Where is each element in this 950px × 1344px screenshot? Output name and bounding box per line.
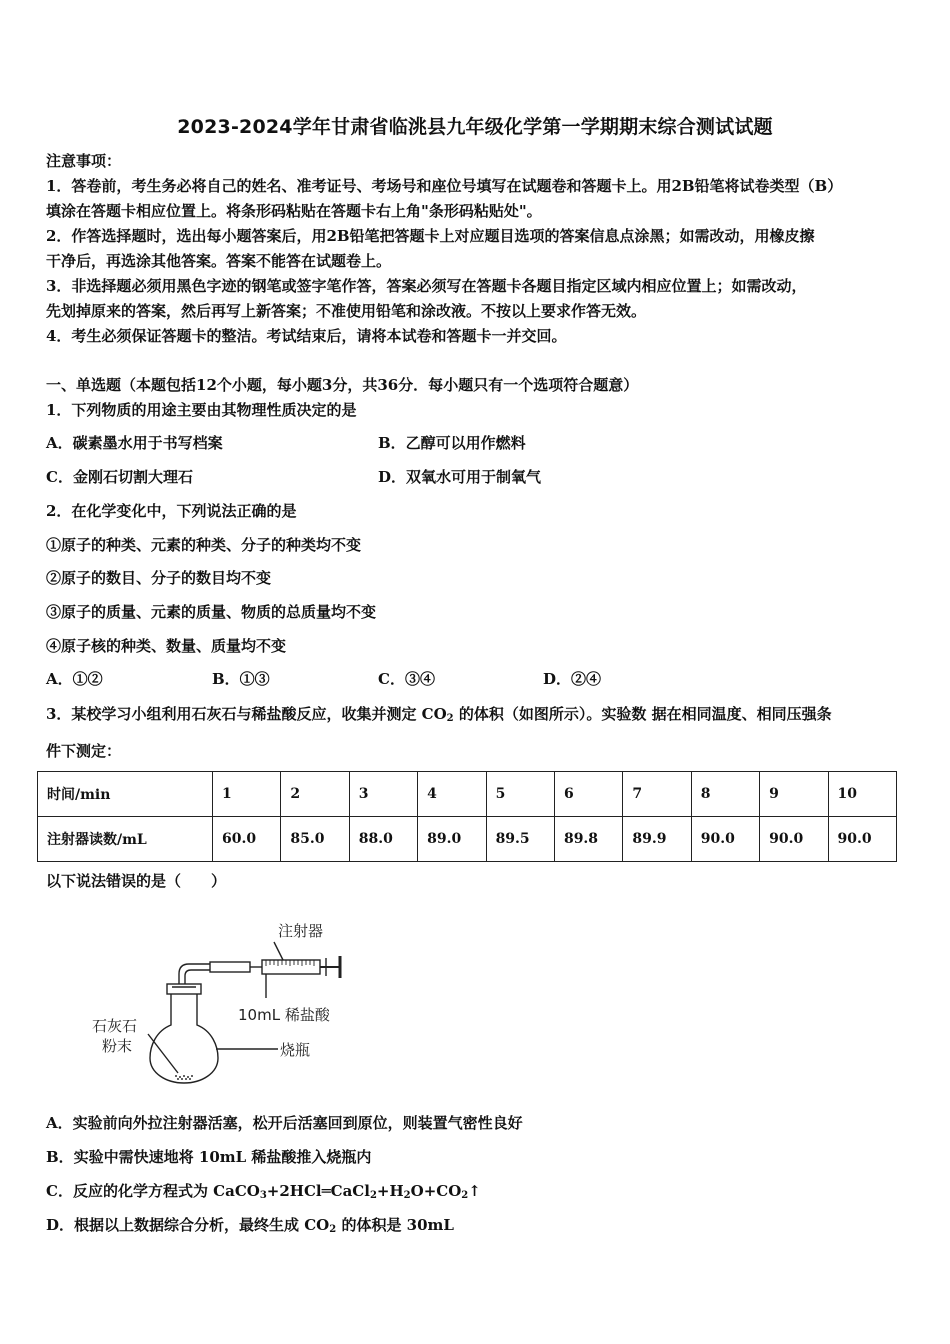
question-3-stem-line2: 件下测定：: [46, 742, 122, 760]
question-2-stem: 2．在化学变化中，下列说法正确的是: [46, 502, 297, 520]
notice-line: 先划掉原来的答案，然后再写上新答案；不准使用铅笔和涂改液。不按以上要求作答无效。: [46, 302, 647, 320]
notice-line: 2．作答选择题时，选出每小题答案后，用2B铅笔把答题卡上对应题目选项的答案信息点涂黑；如需改动，用橡皮擦: [46, 227, 815, 245]
notice-heading: 注意事项：: [46, 152, 122, 170]
limestone-label: 粉末: [102, 1037, 133, 1055]
equation-part: +2HCl═CaCl: [266, 1182, 370, 1200]
notice-line: 4．考生必须保证答题卡的整洁。考试结束后，请将本试卷和答题卡一并交回。: [46, 327, 567, 345]
q1-option-c: C．金刚石切割大理石: [46, 468, 193, 486]
question-3-prompt: 以下说法错误的是（ ）: [46, 872, 227, 890]
question-3-stem: [46, 704, 832, 724]
acid-label: 10mL 稀盐酸: [238, 1006, 330, 1024]
table-cell: 2: [281, 772, 349, 817]
table-header-cell: 时间/min: [38, 772, 213, 817]
table-cell: 6: [554, 772, 622, 817]
q2-option-c: C．③④: [378, 670, 435, 688]
q2-statement: ②原子的数目、分子的数目均不变: [46, 569, 272, 587]
up-arrow: ↑: [468, 1182, 481, 1200]
equation-part: +H: [376, 1182, 404, 1200]
table-cell: 3: [349, 772, 417, 817]
table-cell: 85.0: [281, 817, 349, 862]
question-1-stem: 1．下列物质的用途主要由其物理性质决定的是: [46, 401, 357, 419]
section-heading: 一、单选题（本题包括12个小题，每小题3分，共36分．每小题只有一个选项符合题意）: [46, 376, 639, 394]
notice-line: 干净后，再选涂其他答案。答案不能答在试题卷上。: [46, 252, 392, 270]
table-cell: 5: [486, 772, 554, 817]
subscript: 2: [461, 1190, 469, 1201]
syringe-label: 注射器: [278, 922, 324, 940]
table-cell: 89.8: [554, 817, 622, 862]
table-cell: 89.0: [418, 817, 486, 862]
option-part: 的体积是 30mL: [336, 1216, 454, 1234]
page-title: 2023-2024学年甘肃省临洮县九年级化学第一学期期末综合测试试题: [177, 116, 773, 138]
q3-option-c: [46, 1181, 481, 1201]
equation-part: C．反应的化学方程式为 CaCO: [46, 1182, 260, 1200]
subscript: 2: [329, 1224, 337, 1235]
q2-statement: ①原子的种类、元素的种类、分子的种类均不变: [46, 536, 362, 554]
subscript: 2: [446, 713, 454, 724]
q3-option-a: A．实验前向外拉注射器活塞，松开后活塞回到原位，则装置气密性良好: [46, 1114, 523, 1132]
apparatus-figure: [88, 918, 368, 1088]
table-cell: 60.0: [213, 817, 281, 862]
q3-option-b: B．实验中需快速地将 10mL 稀盐酸推入烧瓶内: [46, 1148, 372, 1166]
table-cell: 1: [213, 772, 281, 817]
table-cell: 7: [623, 772, 691, 817]
table-cell: 4: [418, 772, 486, 817]
table-cell: 90.0: [828, 817, 896, 862]
q2-statement: ③原子的质量、元素的质量、物质的总质量均不变: [46, 603, 377, 621]
flask-label: 烧瓶: [280, 1041, 311, 1059]
table-cell: 89.5: [486, 817, 554, 862]
table-cell: 90.0: [760, 817, 828, 862]
notice-line: 1．答卷前，考生务必将自己的姓名、准考证号、考场号和座位号填写在试题卷和答题卡上。用2B铅笔将试卷类型（B）: [46, 177, 843, 195]
table-cell: 10: [828, 772, 896, 817]
q2-option-d: D．②④: [543, 670, 602, 688]
table-cell: 90.0: [691, 817, 759, 862]
q3-option-d: [46, 1215, 454, 1235]
table-cell: 8: [691, 772, 759, 817]
data-table: [37, 771, 897, 862]
notice-line: 填涂在答题卡相应位置上。将条形码粘贴在答题卡右上角"条形码粘贴处"。: [46, 202, 542, 220]
q1-option-a: A．碳素墨水用于书写档案: [46, 434, 223, 452]
table-row: [38, 817, 897, 862]
limestone-label: 石灰石: [92, 1017, 138, 1035]
q2-option-b: B．①③: [212, 670, 270, 688]
apparatus-diagram: [88, 918, 368, 1088]
equation-part: O+CO: [410, 1182, 462, 1200]
subscript: 2: [369, 1190, 377, 1201]
q1-option-b: B．乙醇可以用作燃料: [378, 434, 526, 452]
q3-stem-part: 3．某校学习小组利用石灰石与稀盐酸反应，收集并测定 CO: [46, 705, 447, 723]
q2-statement: ④原子核的种类、数量、质量均不变: [46, 637, 287, 655]
q3-stem-part: 的体积（如图所示）。实验数 据在相同温度、相同压强条: [453, 705, 832, 723]
table-row: [38, 772, 897, 817]
option-part: D．根据以上数据综合分析，最终生成 CO: [46, 1216, 330, 1234]
table-header-cell: 注射器读数/mL: [38, 817, 213, 862]
subscript: 2: [403, 1190, 411, 1201]
subscript: 3: [259, 1190, 267, 1201]
table-cell: 88.0: [349, 817, 417, 862]
q2-option-a: A．①②: [46, 670, 103, 688]
notice-line: 3．非选择题必须用黑色字迹的钢笔或签字笔作答，答案必须写在答题卡各题目指定区域内相应位置上；如需改动，: [46, 277, 807, 295]
table-cell: 9: [760, 772, 828, 817]
table-cell: 89.9: [623, 817, 691, 862]
q1-option-d: D．双氧水可用于制氧气: [378, 468, 542, 486]
